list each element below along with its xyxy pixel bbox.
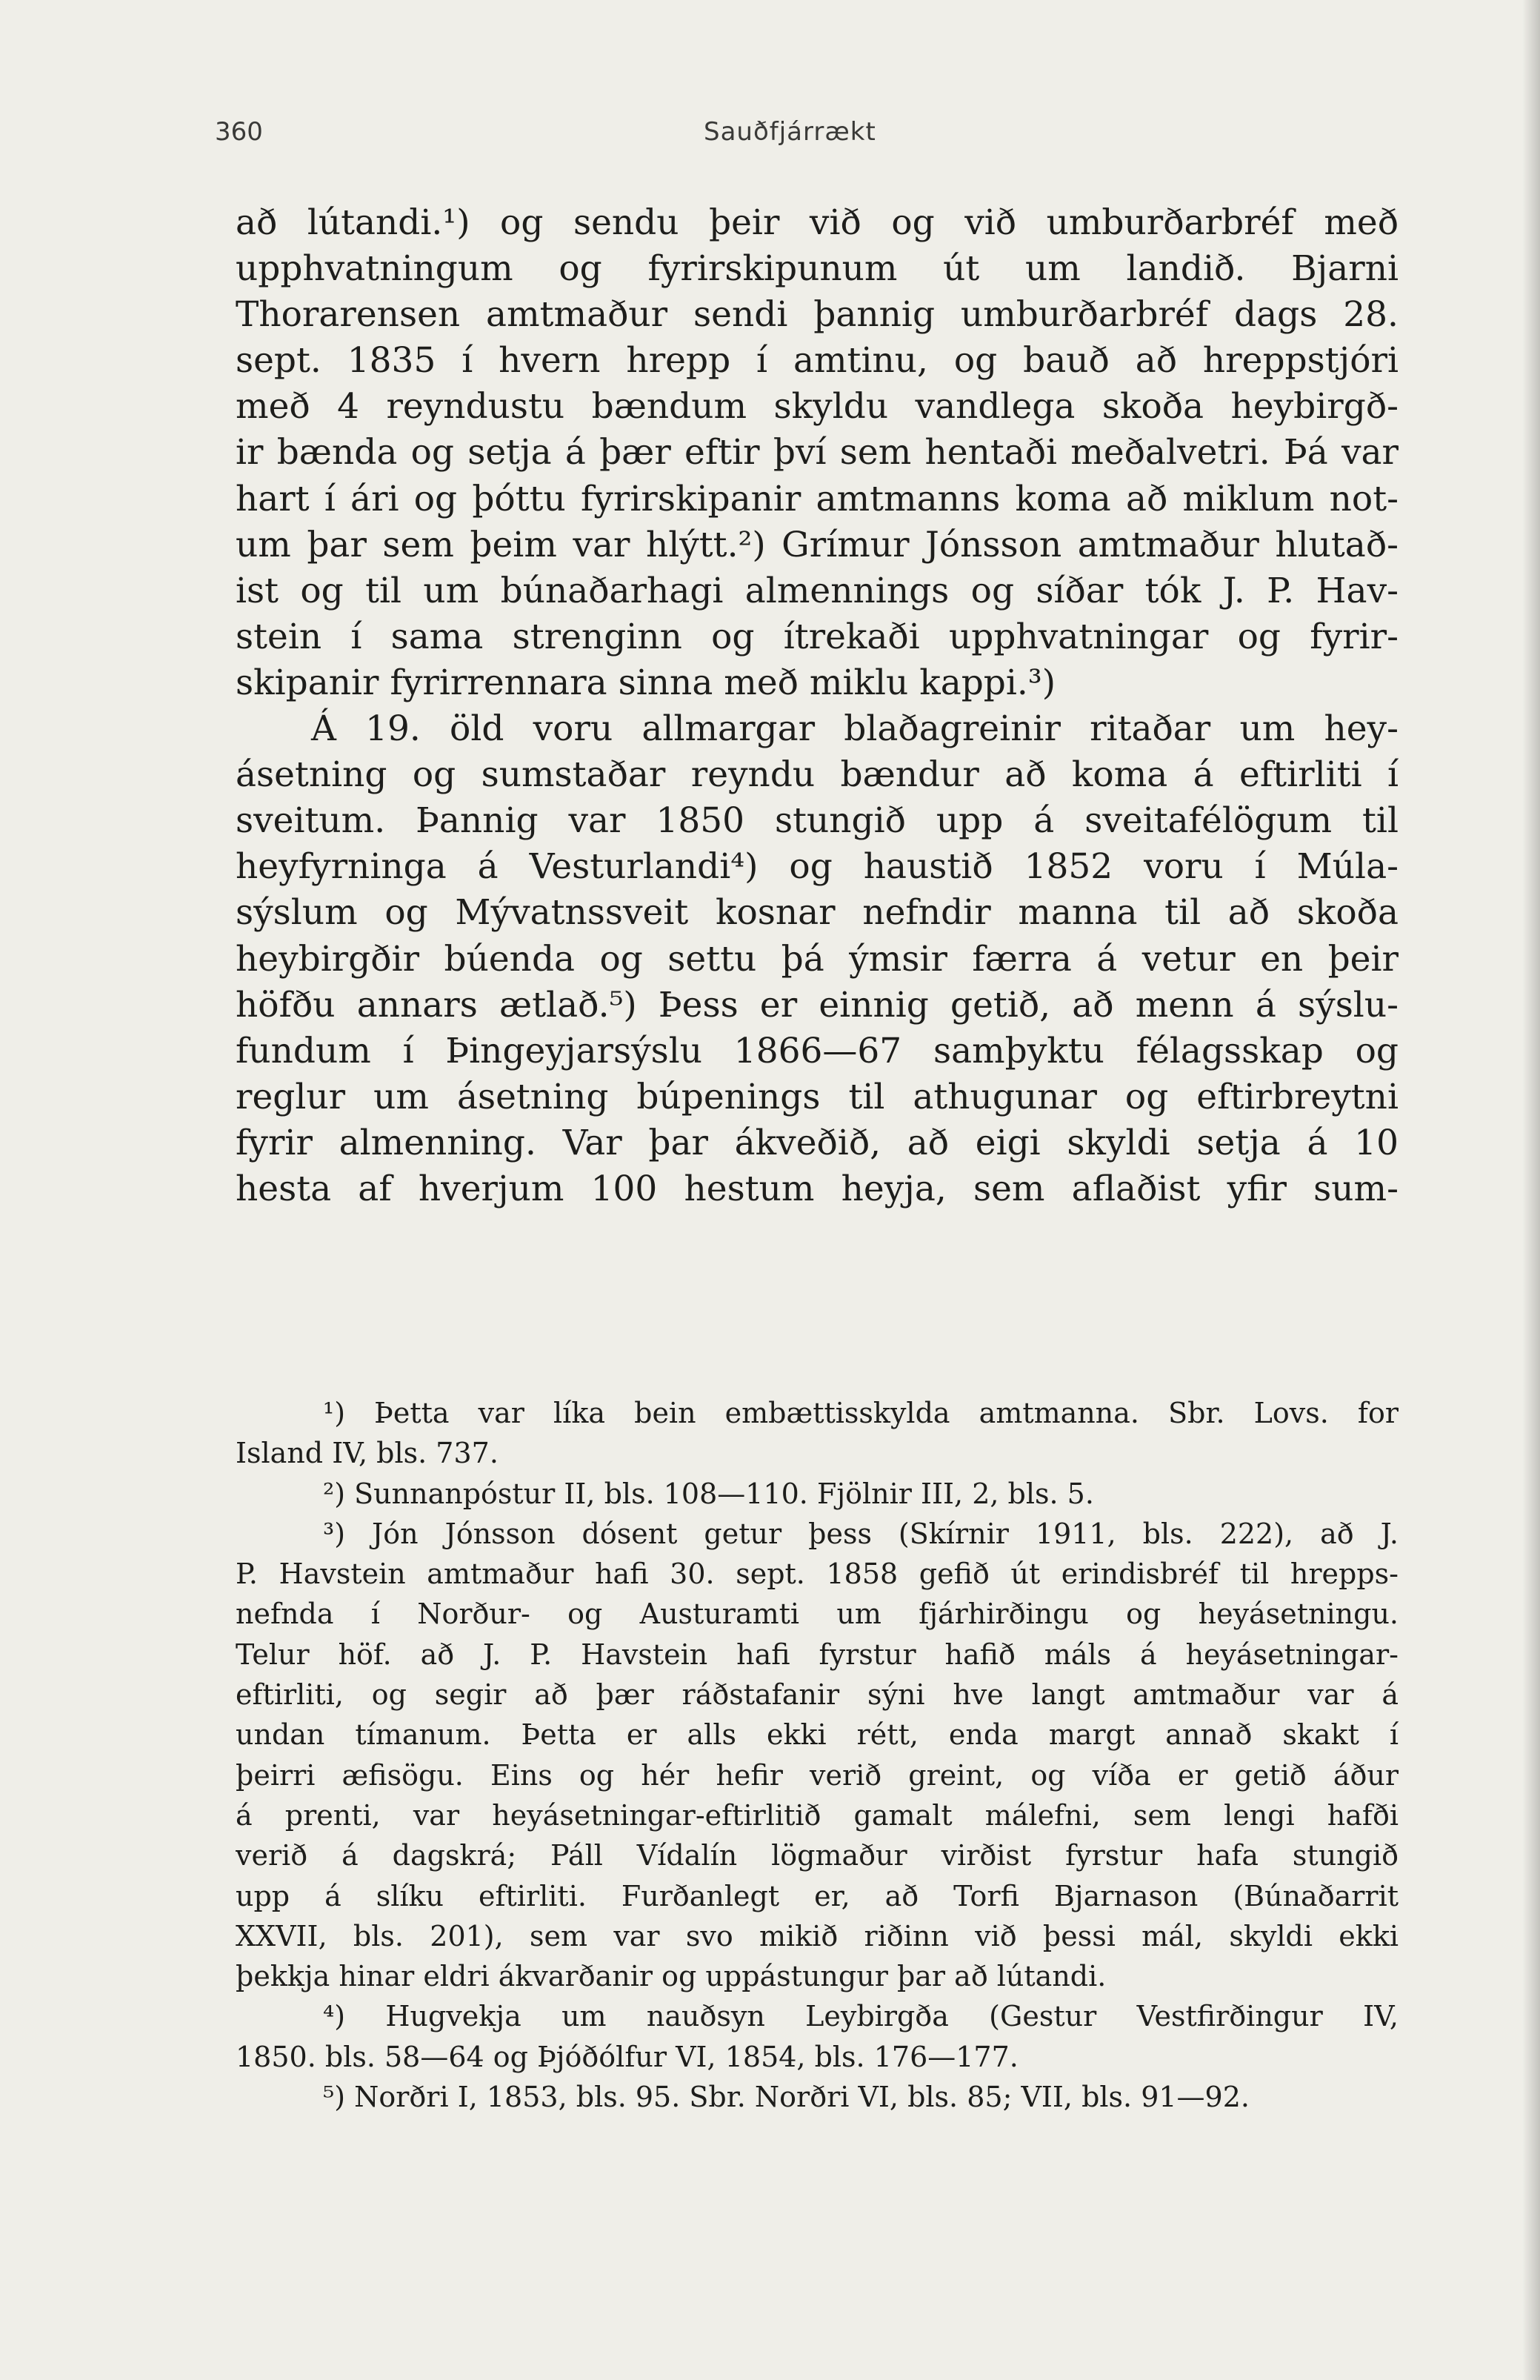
footnote-3-start: ³) Jón Jónsson dósent getur þess (Skírnir 1911, bls. 222), að J. xyxy=(323,1517,1399,1550)
text-line: stein í sama strenginn og ítrekaði upphvatningar og fyrir- xyxy=(236,616,1399,657)
text-line: sept. 1835 í hvern hrepp í amtinu, og bauð að hreppstjóri xyxy=(236,340,1399,382)
text-line: hesta af hverjum 100 hestum heyja, sem aflaðist yfir sum- xyxy=(236,1168,1399,1209)
footnote-line: verið á dagskrá; Páll Vídalín lögmaður virðist fyrstur hafa stungið xyxy=(236,1839,1399,1872)
footnote-5-start: ⁵) Norðri I, 1853, bls. 95. Sbr. Norðri VI, bls. 85; VII, bls. 91—92. xyxy=(323,2081,1250,2114)
footnote-line: eftirliti, og segir að þær ráðstafanir sýni hve langt amtmaður var á xyxy=(236,1678,1399,1712)
text-line: hart í ári og þóttu fyrirskipanir amtmanns koma að miklum not- xyxy=(236,478,1399,519)
running-title: Sauðfjárrækt xyxy=(704,117,876,147)
text-line: sveitum. Þannig var 1850 stungið upp á sveitafélögum til xyxy=(236,800,1399,842)
footnote-line: P. Havstein amtmaður hafi 30. sept. 1858 gefið út erindisbréf til hrepps- xyxy=(236,1558,1399,1591)
footnotes xyxy=(236,1393,1399,2117)
page-edge-shadow xyxy=(1522,0,1540,2380)
footnote-line: þeirri æfisögu. Eins og hér hefir verið greint, og víða er getið áður xyxy=(236,1758,1399,1792)
text-line: ir bænda og setja á þær eftir því sem hentaði meðalvetri. Þá var xyxy=(236,432,1399,473)
footnote-2-start: ²) Sunnanpóstur II, bls. 108—110. Fjölnir III, 2, bls. 5. xyxy=(323,1477,1094,1510)
footnote-line: Island IV, bls. 737. xyxy=(236,1437,499,1470)
text-line: ásetning og sumstaðar reyndu bændur að koma á eftirliti í xyxy=(236,754,1399,796)
footnote-line: þekkja hinar eldri ákvarðanir og uppástungur þar að lútandi. xyxy=(236,1960,1107,1993)
footnote-line: nefnda í Norður- og Austuramti um fjárhirðingu og heyásetningu. xyxy=(236,1598,1399,1631)
footnote-4-start: ⁴) Hugvekja um nauðsyn Leybirgða (Gestur Vestfirðingur IV, xyxy=(323,2000,1399,2033)
footnote-line: undan tímanum. Þetta er alls ekki rétt, enda margt annað skakt í xyxy=(236,1718,1399,1752)
text-line: Thorarensen amtmaður sendi þannig umburðarbréf dags 28. xyxy=(236,294,1399,336)
text-line: upphvatningum og fyrirskipunum út um landið. Bjarni xyxy=(236,248,1399,290)
text-line: fyrir almenning. Var þar ákveðið, að eigi skyldi setja á 10 xyxy=(236,1122,1399,1163)
main-text xyxy=(236,200,1399,1212)
footnote-line: XXVII, bls. 201), sem var svo mikið riðinn við þessi mál, skyldi ekki xyxy=(236,1919,1399,1952)
text-line: um þar sem þeim var hlýtt.²) Grímur Jónsson amtmaður hlutað- xyxy=(236,524,1399,565)
footnote-1-start: ¹) Þetta var líka bein embættisskylda amtmanna. Sbr. Lovs. for xyxy=(323,1397,1399,1429)
text-line: að lútandi.¹) og sendu þeir við og við umburðarbréf með xyxy=(236,202,1399,243)
page-number: 360 xyxy=(215,117,263,147)
text-line: reglur um ásetning búpenings til athugunar og eftirbreytni xyxy=(236,1076,1399,1117)
text-line: höfðu annars ætlað.⁵) Þess er einnig getið, að menn á sýslu- xyxy=(236,984,1399,1026)
text-line: fundum í Þingeyjarsýslu 1866—67 samþyktu félagsskap og xyxy=(236,1030,1399,1071)
text-line: heyfyrninga á Vesturlandi⁴) og haustið 1852 voru í Múla- xyxy=(236,846,1399,888)
footnote-line: Telur höf. að J. P. Havstein hafi fyrstur hafið máls á heyásetningar- xyxy=(236,1638,1399,1671)
text-line: sýslum og Mývatnssveit kosnar nefndir manna til að skoða xyxy=(236,892,1399,934)
paragraph-start-line: Á 19. öld voru allmargar blaðagreinir ritaðar um hey- xyxy=(311,708,1399,750)
text-line: heybirgðir búenda og settu þá ýmsir færra á vetur en þeir xyxy=(236,938,1399,980)
text-line: skipanir fyrirrennara sinna með miklu kappi.³) xyxy=(236,662,1056,703)
footnote-line: 1850. bls. 58—64 og Þjóðólfur VI, 1854, bls. 176—177. xyxy=(236,2040,1019,2073)
text-line: ist og til um búnaðarhagi almennings og síðar tók J. P. Hav- xyxy=(236,570,1399,611)
footnote-line: á prenti, var heyásetningar-eftirlitið gamalt málefni, sem lengi hafði xyxy=(236,1798,1399,1832)
page-header xyxy=(215,117,1407,162)
footnote-line: upp á slíku eftirliti. Furðanlegt er, að Torfi Bjarnason (Búnaðarrit xyxy=(236,1879,1399,1912)
text-line: með 4 reyndustu bændum skyldu vandlega skoða heybirgð- xyxy=(236,386,1399,428)
